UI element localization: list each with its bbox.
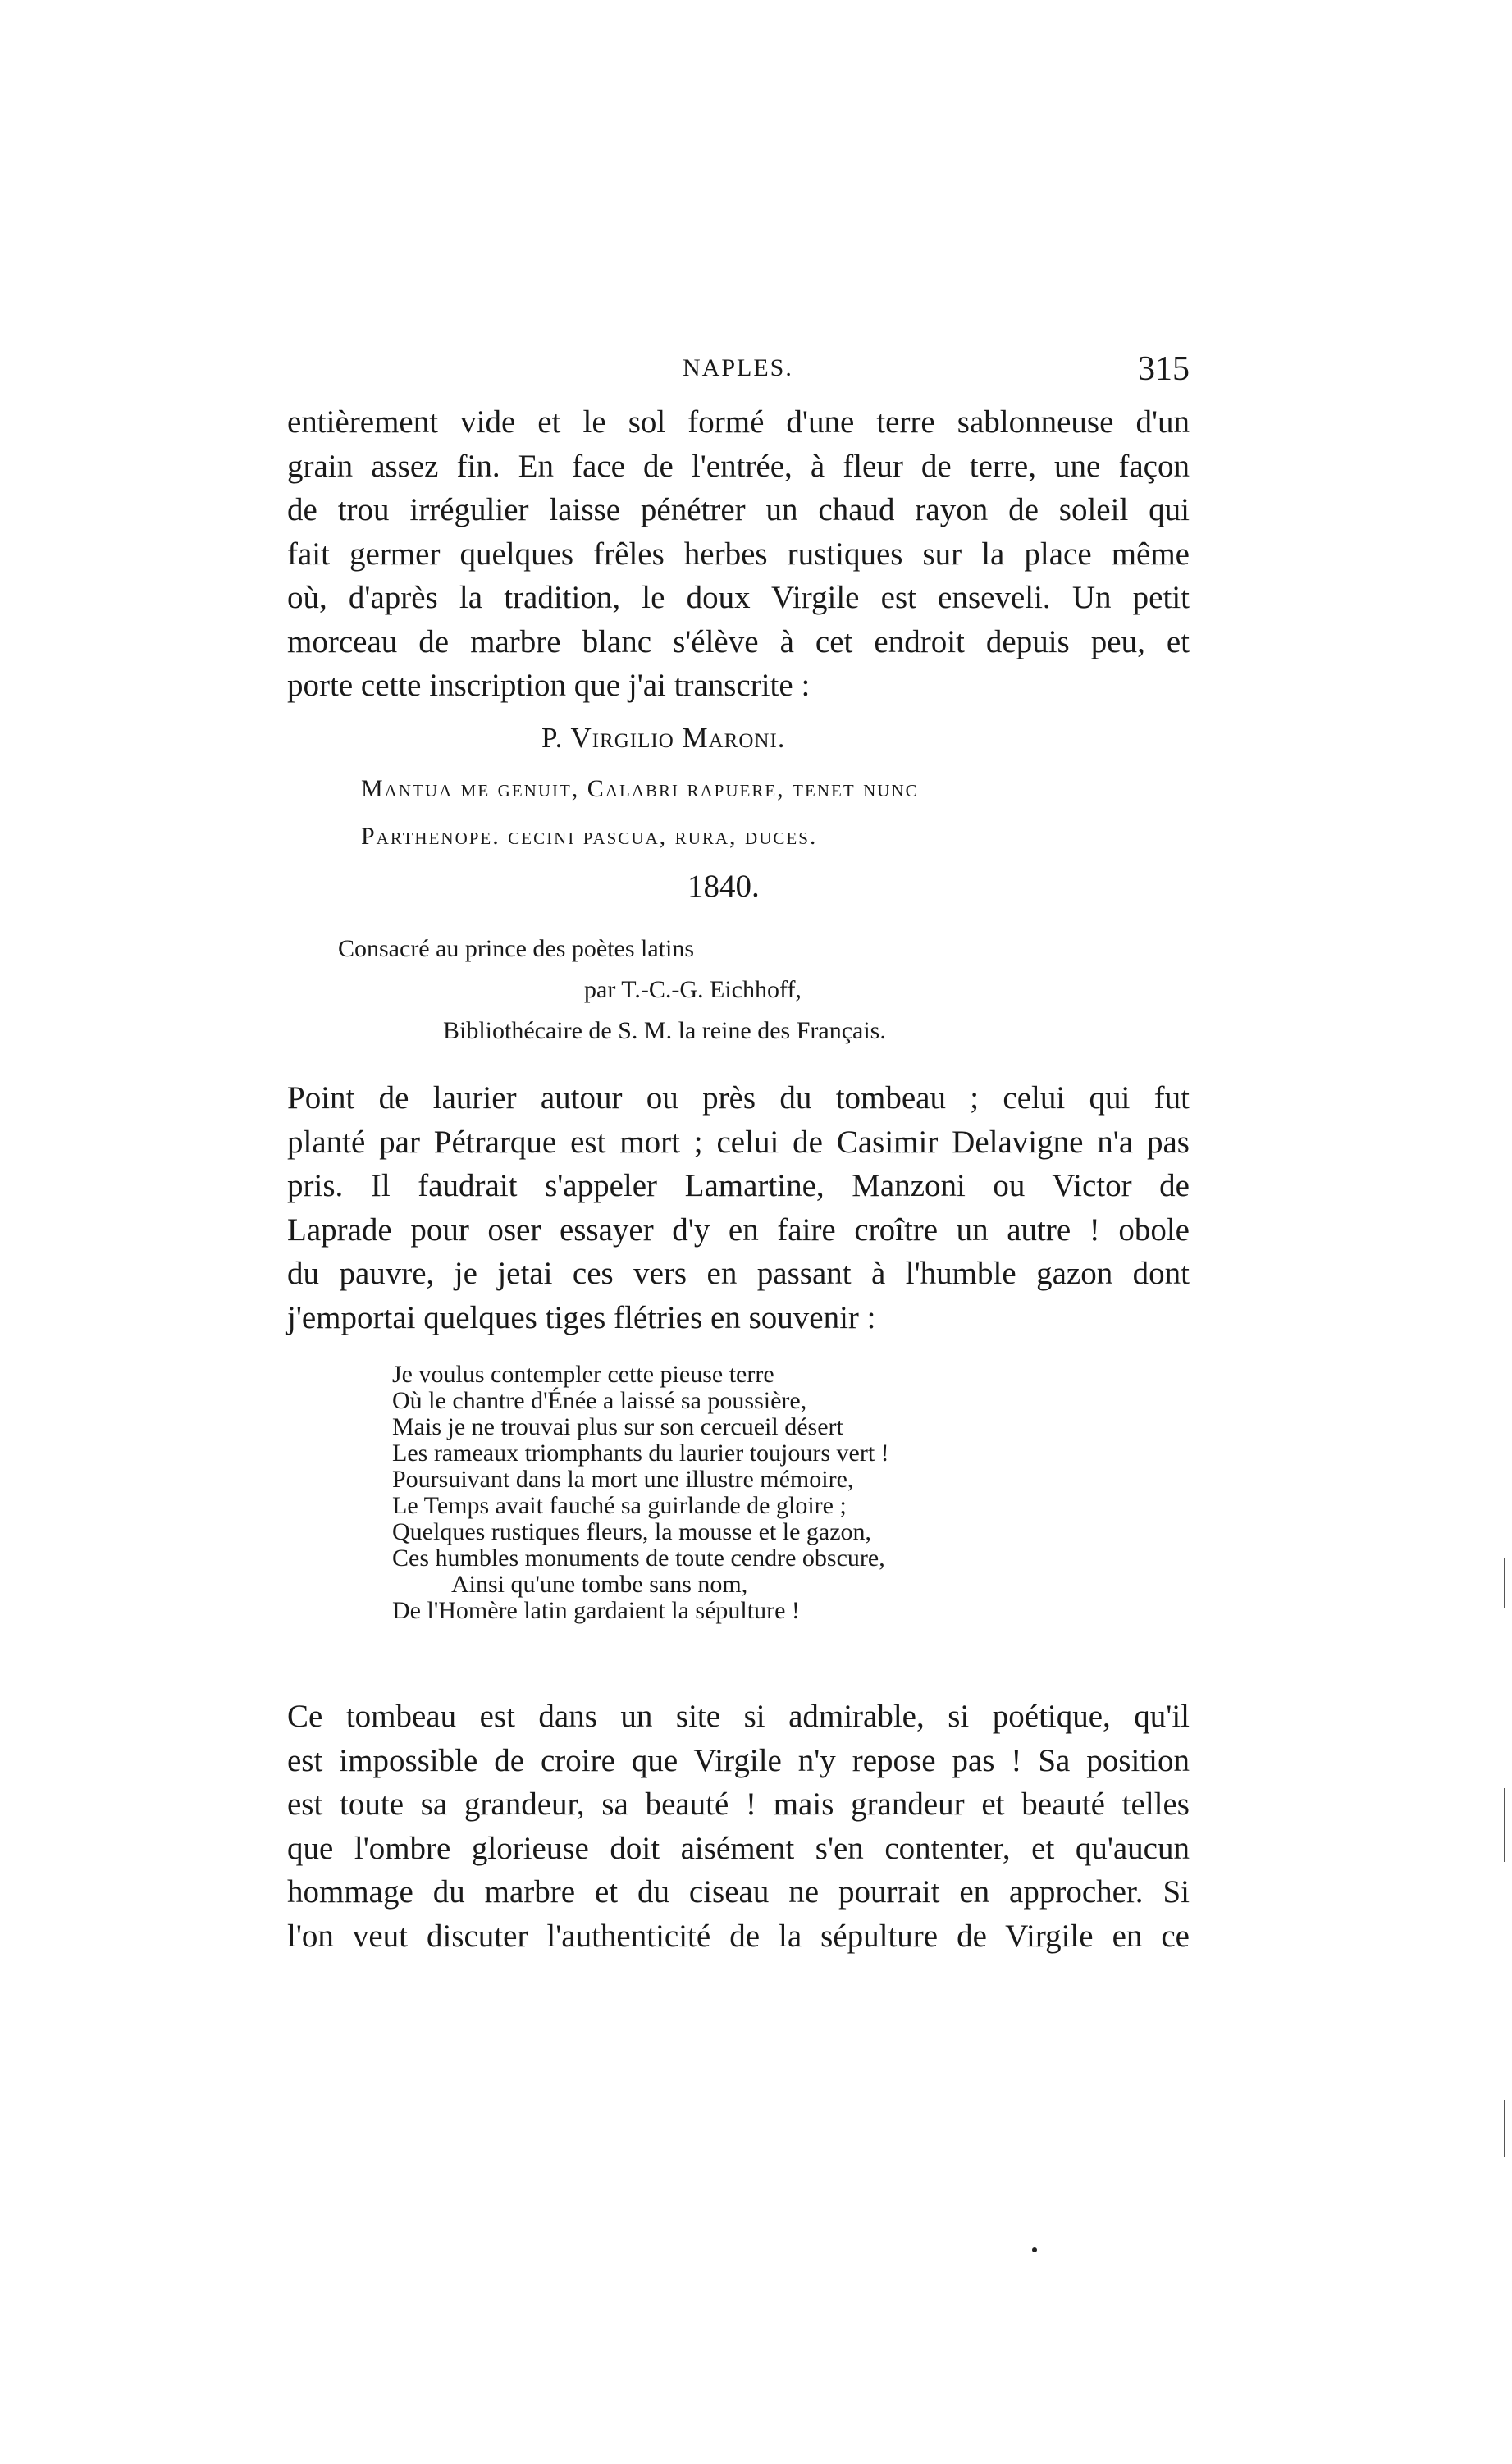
text-line: grain assez fin. En face de l'entrée, à fleur de terre, une façon bbox=[287, 448, 1190, 484]
text-line: de trou irrégulier laisse pénétrer un chaud rayon de soleil qui bbox=[287, 492, 1190, 527]
poem-line: Les rameaux triomphants du laurier toujours vert ! bbox=[392, 1440, 889, 1467]
text-line: est impossible de croire que Virgile n'y repose pas ! Sa position bbox=[287, 1742, 1190, 1778]
poem-line: Quelques rustiques fleurs, la mousse et le gazon, bbox=[392, 1518, 872, 1545]
poem-line: Le Temps avait fauché sa guirlande de gloire ; bbox=[392, 1492, 847, 1519]
poem-line: Ainsi qu'une tombe sans nom, bbox=[451, 1571, 748, 1598]
scan-mark bbox=[1504, 1788, 1505, 1862]
text-line: planté par Pétrarque est mort ; celui de Casimir Delavigne n'a pas bbox=[287, 1124, 1190, 1160]
paragraph-3 bbox=[287, 1695, 1190, 1958]
text-line: du pauvre, je jetai ces vers en passant à l'humble gazon dont bbox=[287, 1256, 1190, 1291]
inscription-year: 1840. bbox=[687, 869, 760, 904]
text-line: est toute sa grandeur, sa beauté ! mais grandeur et beauté telles bbox=[287, 1786, 1190, 1822]
poem-line: Où le chantre d'Énée a laissé sa poussière, bbox=[392, 1387, 807, 1414]
inscription-title: P. Virgilio Maroni. bbox=[541, 722, 786, 754]
text-line: où, d'après la tradition, le doux Virgile est enseveli. Un petit bbox=[287, 580, 1190, 615]
poem-line: Mais je ne trouvai plus sur son cercueil désert bbox=[392, 1413, 843, 1440]
poem bbox=[392, 1362, 1065, 1624]
paragraph-2 bbox=[287, 1076, 1190, 1339]
text-line: que l'ombre glorieuse doit aisément s'en contenter, et qu'aucun bbox=[287, 1830, 1190, 1866]
inscription-line: Parthenope. cecini pascua, rura, duces. bbox=[361, 823, 818, 850]
text-line: hommage du marbre et du ciseau ne pourrait en approcher. Si bbox=[287, 1874, 1190, 1910]
scan-mark bbox=[1504, 2100, 1505, 2157]
page-header bbox=[287, 350, 1190, 395]
inscription-line: Mantua me genuit, Calabri rapuere, tenet nunc bbox=[361, 775, 919, 802]
page-number: 315 bbox=[1138, 350, 1190, 388]
scan-mark bbox=[1504, 1558, 1505, 1608]
text-line: j'emportai quelques tiges flétries en souvenir : bbox=[287, 1299, 876, 1335]
poem-line: Je voulus contempler cette pieuse terre bbox=[392, 1361, 774, 1388]
ink-speck bbox=[1032, 2247, 1037, 2252]
text-line: porte cette inscription que j'ai transcrite : bbox=[287, 668, 811, 703]
text-line: Laprade pour oser essayer d'y en faire croître un autre ! obole bbox=[287, 1211, 1190, 1248]
text-line: pris. Il faudrait s'appeler Lamartine, Manzoni ou Victor de bbox=[287, 1168, 1190, 1203]
text-line: morceau de marbre blanc s'élève à cet endroit depuis peu, et bbox=[287, 623, 1190, 659]
paragraph-1 bbox=[287, 400, 1190, 708]
text-line: Point de laurier autour ou près du tombeau ; celui qui fut bbox=[287, 1080, 1190, 1116]
poem-line: De l'Homère latin gardaient la sépulture ! bbox=[392, 1597, 800, 1624]
dedication-line: Consacré au prince des poètes latins bbox=[338, 935, 695, 962]
text-line: Ce tombeau est dans un site si admirable, si poétique, qu'il bbox=[287, 1699, 1190, 1734]
text-line: fait germer quelques frêles herbes rustiques sur la place même bbox=[287, 536, 1190, 572]
text-line: entièrement vide et le sol formé d'une terre sablonneuse d'un bbox=[287, 404, 1190, 440]
poem-line: Poursuivant dans la mort une illustre mémoire, bbox=[392, 1466, 854, 1493]
poem-line: Ces humbles monuments de toute cendre obscure, bbox=[392, 1545, 885, 1572]
running-head: NAPLES. bbox=[683, 354, 793, 381]
dedication-line: par T.-C.-G. Eichhoff, bbox=[584, 976, 802, 1003]
dedication-line: Bibliothécaire de S. M. la reine des Français. bbox=[443, 1017, 886, 1044]
text-line: l'on veut discuter l'authenticité de la sépulture de Virgile en ce bbox=[287, 1918, 1190, 1954]
